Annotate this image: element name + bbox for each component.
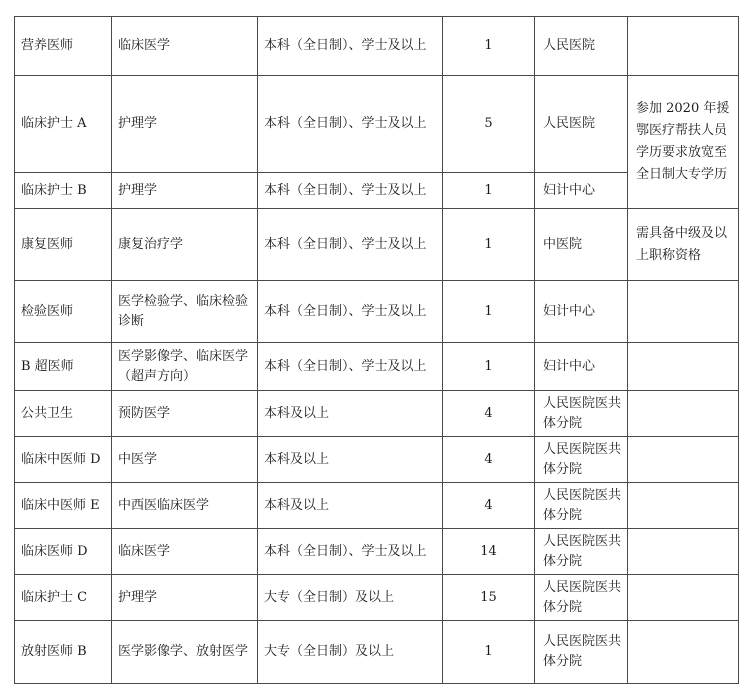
unit-cell: 人民医院医共体分院 xyxy=(535,483,628,529)
education-cell: 本科（全日制）、学士及以上 xyxy=(258,173,443,209)
table-row xyxy=(15,483,739,529)
table-row xyxy=(15,437,739,483)
position-cell: 放射医师 B xyxy=(15,621,112,684)
count-cell: 15 xyxy=(443,575,535,621)
major-cell: 康复治疗学 xyxy=(112,209,258,281)
major-cell: 医学检验学、临床检验诊断 xyxy=(112,281,258,343)
education-cell: 本科（全日制）、学士及以上 xyxy=(258,281,443,343)
position-cell: 临床医师 D xyxy=(15,529,112,575)
unit-cell: 妇计中心 xyxy=(535,343,628,391)
note-cell xyxy=(628,575,739,621)
education-cell: 本科及以上 xyxy=(258,437,443,483)
major-cell: 医学影像学、临床医学（超声方向） xyxy=(112,343,258,391)
education-cell: 本科（全日制）、学士及以上 xyxy=(258,529,443,575)
major-cell: 护理学 xyxy=(112,173,258,209)
unit-cell: 人民医院 xyxy=(535,76,628,173)
table-row xyxy=(15,529,739,575)
table-row xyxy=(15,17,739,76)
position-cell: 临床护士 C xyxy=(15,575,112,621)
major-cell: 临床医学 xyxy=(112,17,258,76)
count-cell: 5 xyxy=(443,76,535,173)
note-cell xyxy=(628,17,739,76)
count-cell: 1 xyxy=(443,173,535,209)
count-cell: 1 xyxy=(443,17,535,76)
position-cell: 检验医师 xyxy=(15,281,112,343)
major-cell: 临床医学 xyxy=(112,529,258,575)
education-cell: 本科（全日制）、学士及以上 xyxy=(258,17,443,76)
note-cell xyxy=(628,483,739,529)
table-row xyxy=(15,281,739,343)
major-cell: 护理学 xyxy=(112,575,258,621)
note-cell xyxy=(628,437,739,483)
education-cell: 本科（全日制）、学士及以上 xyxy=(258,76,443,173)
count-cell: 1 xyxy=(443,281,535,343)
major-cell: 医学影像学、放射医学 xyxy=(112,621,258,684)
position-cell: 临床中医师 D xyxy=(15,437,112,483)
education-cell: 本科及以上 xyxy=(258,483,443,529)
unit-cell: 人民医院医共体分院 xyxy=(535,621,628,684)
major-cell: 中医学 xyxy=(112,437,258,483)
count-cell: 4 xyxy=(443,437,535,483)
unit-cell: 人民医院医共体分院 xyxy=(535,391,628,437)
count-cell: 1 xyxy=(443,343,535,391)
position-cell: 临床中医师 E xyxy=(15,483,112,529)
note-cell xyxy=(628,529,739,575)
count-cell: 4 xyxy=(443,391,535,437)
count-cell: 1 xyxy=(443,621,535,684)
position-cell: 康复医师 xyxy=(15,209,112,281)
unit-cell: 人民医院医共体分院 xyxy=(535,529,628,575)
nursing-note-cell: 参加 2020 年援鄂医疗帮扶人员学历要求放宽至全日制大专学历 xyxy=(628,76,739,209)
education-cell: 本科（全日制）、学士及以上 xyxy=(258,209,443,281)
major-cell: 中西医临床医学 xyxy=(112,483,258,529)
count-cell: 14 xyxy=(443,529,535,575)
education-cell: 本科（全日制）、学士及以上 xyxy=(258,343,443,391)
unit-cell: 人民医院 xyxy=(535,17,628,76)
note-cell xyxy=(628,391,739,437)
unit-cell: 中医院 xyxy=(535,209,628,281)
count-cell: 4 xyxy=(443,483,535,529)
table-row xyxy=(15,209,739,281)
unit-cell: 人民医院医共体分院 xyxy=(535,575,628,621)
table-row xyxy=(15,76,739,173)
unit-cell: 妇计中心 xyxy=(535,281,628,343)
position-cell: B 超医师 xyxy=(15,343,112,391)
count-cell: 1 xyxy=(443,209,535,281)
unit-cell: 妇计中心 xyxy=(535,173,628,209)
table-row xyxy=(15,391,739,437)
position-cell: 公共卫生 xyxy=(15,391,112,437)
recruitment-table xyxy=(14,16,739,684)
major-cell: 预防医学 xyxy=(112,391,258,437)
rehab-note-cell: 需具备中级及以上职称资格 xyxy=(628,209,739,281)
position-cell: 营养医师 xyxy=(15,17,112,76)
unit-cell: 人民医院医共体分院 xyxy=(535,437,628,483)
position-cell: 临床护士 B xyxy=(15,173,112,209)
position-cell: 临床护士 A xyxy=(15,76,112,173)
education-cell: 大专（全日制）及以上 xyxy=(258,621,443,684)
table-row xyxy=(15,575,739,621)
education-cell: 本科及以上 xyxy=(258,391,443,437)
note-cell xyxy=(628,621,739,684)
note-cell xyxy=(628,343,739,391)
table-row xyxy=(15,343,739,391)
education-cell: 大专（全日制）及以上 xyxy=(258,575,443,621)
note-cell xyxy=(628,281,739,343)
major-cell: 护理学 xyxy=(112,76,258,173)
table-row xyxy=(15,621,739,684)
